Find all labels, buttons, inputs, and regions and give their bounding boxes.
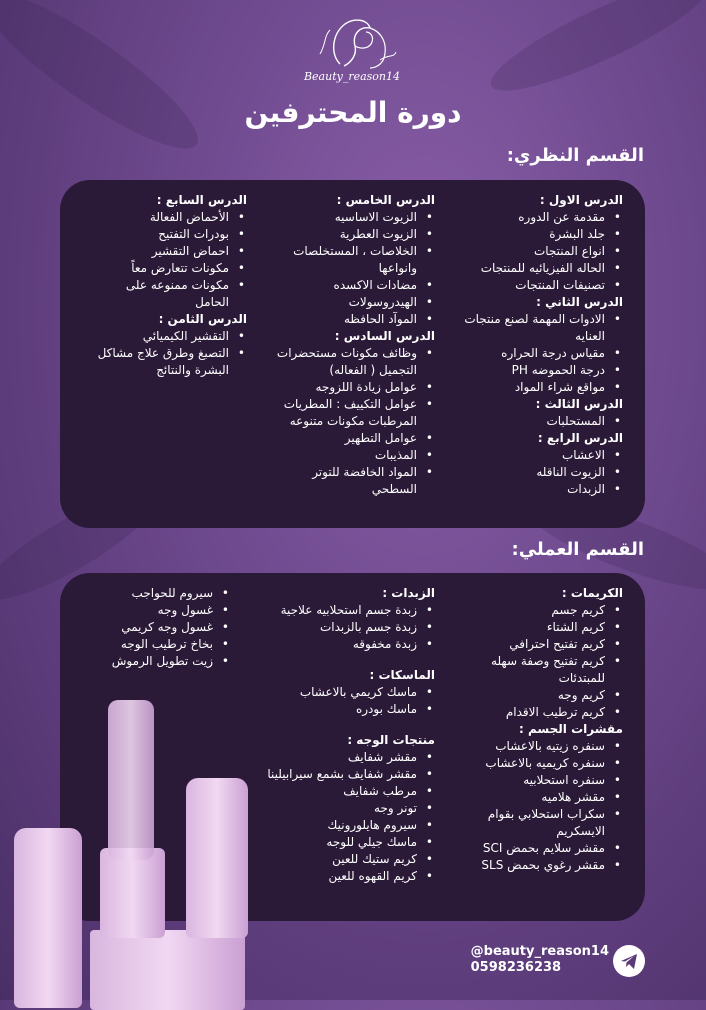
- list-item: • زبدة مخفوقه: [255, 636, 435, 653]
- section-subheading: الكريمات :: [561, 586, 623, 600]
- list-item: • كريم تفتيح وصفة سهله للمبتدئات: [463, 653, 623, 687]
- list-item: • الاعشاب: [453, 447, 623, 464]
- theory-heading: القسم النظري:: [506, 145, 644, 166]
- list-item: • درجة الحموضه PH: [453, 362, 623, 379]
- spacer: [255, 653, 435, 667]
- list-item: • مقدمة عن الدوره: [453, 209, 623, 226]
- list-item: • الموآد الحافظه: [265, 311, 435, 328]
- phone-number[interactable]: 0598236238: [470, 960, 562, 975]
- list-item: • ماسك بودره: [255, 701, 435, 718]
- list-item: • كريم ستيك للعين: [255, 851, 435, 868]
- list-item: • مقشر شفايف: [255, 749, 435, 766]
- list-item: • عوامل التطهير: [265, 430, 435, 447]
- serum-bottle: [108, 700, 154, 860]
- cream-tube: [186, 778, 248, 938]
- list-item: • سنفره استحلابيه: [463, 772, 623, 789]
- list-item: • ماسك كريمي بالاعشاب: [255, 684, 435, 701]
- list-item: • المذيبات: [265, 447, 435, 464]
- section-subheading: الدرس الرابع :: [537, 431, 623, 445]
- section-subheading: منتجات الوجه :: [347, 733, 435, 747]
- section-subheading: الدرس السادس :: [334, 329, 435, 343]
- list-item: • تصنيفات المنتجات: [453, 277, 623, 294]
- list-item: • كريم جسم: [463, 602, 623, 619]
- theory-column-3: [95, 192, 247, 379]
- section-subheading: الدرس الثامن :: [158, 312, 247, 326]
- theory-column-2: [265, 192, 435, 498]
- list-item: • المستحلبات: [453, 413, 623, 430]
- page-title: دورة المحترفين: [244, 96, 462, 129]
- list-item: • مكونات ممنوعه على الحامل: [95, 277, 247, 311]
- list-item: • كريم الشتاء: [463, 619, 623, 636]
- list-item: • الخلاصات ، المستخلصات وانواعها: [265, 243, 435, 277]
- instagram-handle[interactable]: @beauty_reason14: [470, 944, 609, 959]
- leaf-decoration: [0, 0, 214, 169]
- section-subheading: الدرس السابع :: [156, 193, 247, 207]
- practical-column-3: [81, 585, 231, 670]
- product-box: [100, 848, 165, 938]
- theory-column-1: [453, 192, 623, 498]
- list-item: • الزيوت الاساسيه: [265, 209, 435, 226]
- list-item: • غسول وجه: [81, 602, 231, 619]
- list-item: • انواع المنتجات: [453, 243, 623, 260]
- list-item: • سكراب استحلابي بقوام الايسكريم: [463, 806, 623, 840]
- list-item: • سيروم للحواجب: [81, 585, 231, 602]
- list-item: • كريم تفتيح احترافي: [463, 636, 623, 653]
- list-item: • وظائف مكونات مستحضرات التجميل ( الفعاله): [265, 345, 435, 379]
- list-item: • سنفره كريميه بالاعشاب: [463, 755, 623, 772]
- list-item: • عوامل زيادة اللزوجه: [265, 379, 435, 396]
- list-item: • الادوات المهمة لصنع منتجات العنايه: [453, 311, 623, 345]
- list-item: • زبدة جسم بالزبدات: [255, 619, 435, 636]
- list-item: • كريم وجه: [463, 687, 623, 704]
- list-item: • التصبغ وطرق علاج مشاكل البشرة والنتائج: [95, 345, 247, 379]
- list-item: • احماض التقشير: [95, 243, 247, 260]
- list-item: • الزبدات: [453, 481, 623, 498]
- list-item: • التقشير الكيميائي: [95, 328, 247, 345]
- brand-logo: [300, 14, 404, 92]
- list-item: • مكونات تتعارض معاً: [95, 260, 247, 277]
- list-item: • مضادات الاكسده: [265, 277, 435, 294]
- list-item: • زبدة جسم استحلابيه علاجية: [255, 602, 435, 619]
- list-item: • الهيدروسولات: [265, 294, 435, 311]
- section-subheading: الدرس الاول :: [539, 193, 623, 207]
- list-item: • مرطب شفايف: [255, 783, 435, 800]
- practical-column-1: [463, 585, 623, 874]
- list-item: • كريم القهوه للعين: [255, 868, 435, 885]
- list-item: • مقشر شفايف بشمع سيرابيلينا: [255, 766, 435, 783]
- list-item: • الأحماض الفعالة: [95, 209, 247, 226]
- list-item: • كريم ترطيب الاقدام: [463, 704, 623, 721]
- list-item: • مقياس درجة الحراره: [453, 345, 623, 362]
- list-item: • غسول وجه كريمي: [81, 619, 231, 636]
- theory-panel: [60, 180, 645, 528]
- list-item: • ماسك جيلي للوجه: [255, 834, 435, 851]
- list-item: • مقشر سلايم بحمض SCI: [463, 840, 623, 857]
- logo-text: Beauty_reason14: [303, 70, 401, 83]
- list-item: • مقشر رغوي بحمض SLS: [463, 857, 623, 874]
- list-item: • عوامل التكييف : المطريات المرطبات مكونات متنوعه: [265, 396, 435, 430]
- practical-heading: القسم العملي:: [511, 539, 644, 560]
- cream-tube: [14, 828, 82, 1008]
- section-subheading: الزبدات :: [382, 586, 435, 600]
- product-box: [90, 930, 245, 1010]
- list-item: • الحاله الفيزيائيه للمنتجات: [453, 260, 623, 277]
- list-item: • بودرات التفتيح: [95, 226, 247, 243]
- list-item: • المواد الخافضة للتوتر السطحي: [265, 464, 435, 498]
- section-subheading: مقشرات الجسم :: [519, 722, 623, 736]
- practical-column-2: [255, 585, 435, 885]
- leaf-decoration: [481, 0, 706, 108]
- list-item: • تونر وجه: [255, 800, 435, 817]
- section-subheading: الدرس الثاني :: [536, 295, 623, 309]
- list-item: • سنفره زيتيه بالاعشاب: [463, 738, 623, 755]
- list-item: • بخاخ ترطيب الوجه: [81, 636, 231, 653]
- list-item: • جلد البشرة: [453, 226, 623, 243]
- list-item: • مقشر هلاميه: [463, 789, 623, 806]
- list-item: • الزيوت العطرية: [265, 226, 435, 243]
- section-subheading: الدرس الخامس :: [336, 193, 435, 207]
- list-item: • سيروم هايلورونيك: [255, 817, 435, 834]
- telegram-icon[interactable]: [613, 945, 645, 977]
- spacer: [255, 718, 435, 732]
- list-item: • مواقع شراء المواد: [453, 379, 623, 396]
- list-item: • الزيوت الناقله: [453, 464, 623, 481]
- contact-info: [471, 944, 609, 976]
- section-subheading: الدرس الثالث :: [535, 397, 623, 411]
- section-subheading: الماسكات :: [369, 668, 435, 682]
- list-item: • زيت تطويل الرموش: [81, 653, 231, 670]
- logo-face-icon: [300, 14, 404, 74]
